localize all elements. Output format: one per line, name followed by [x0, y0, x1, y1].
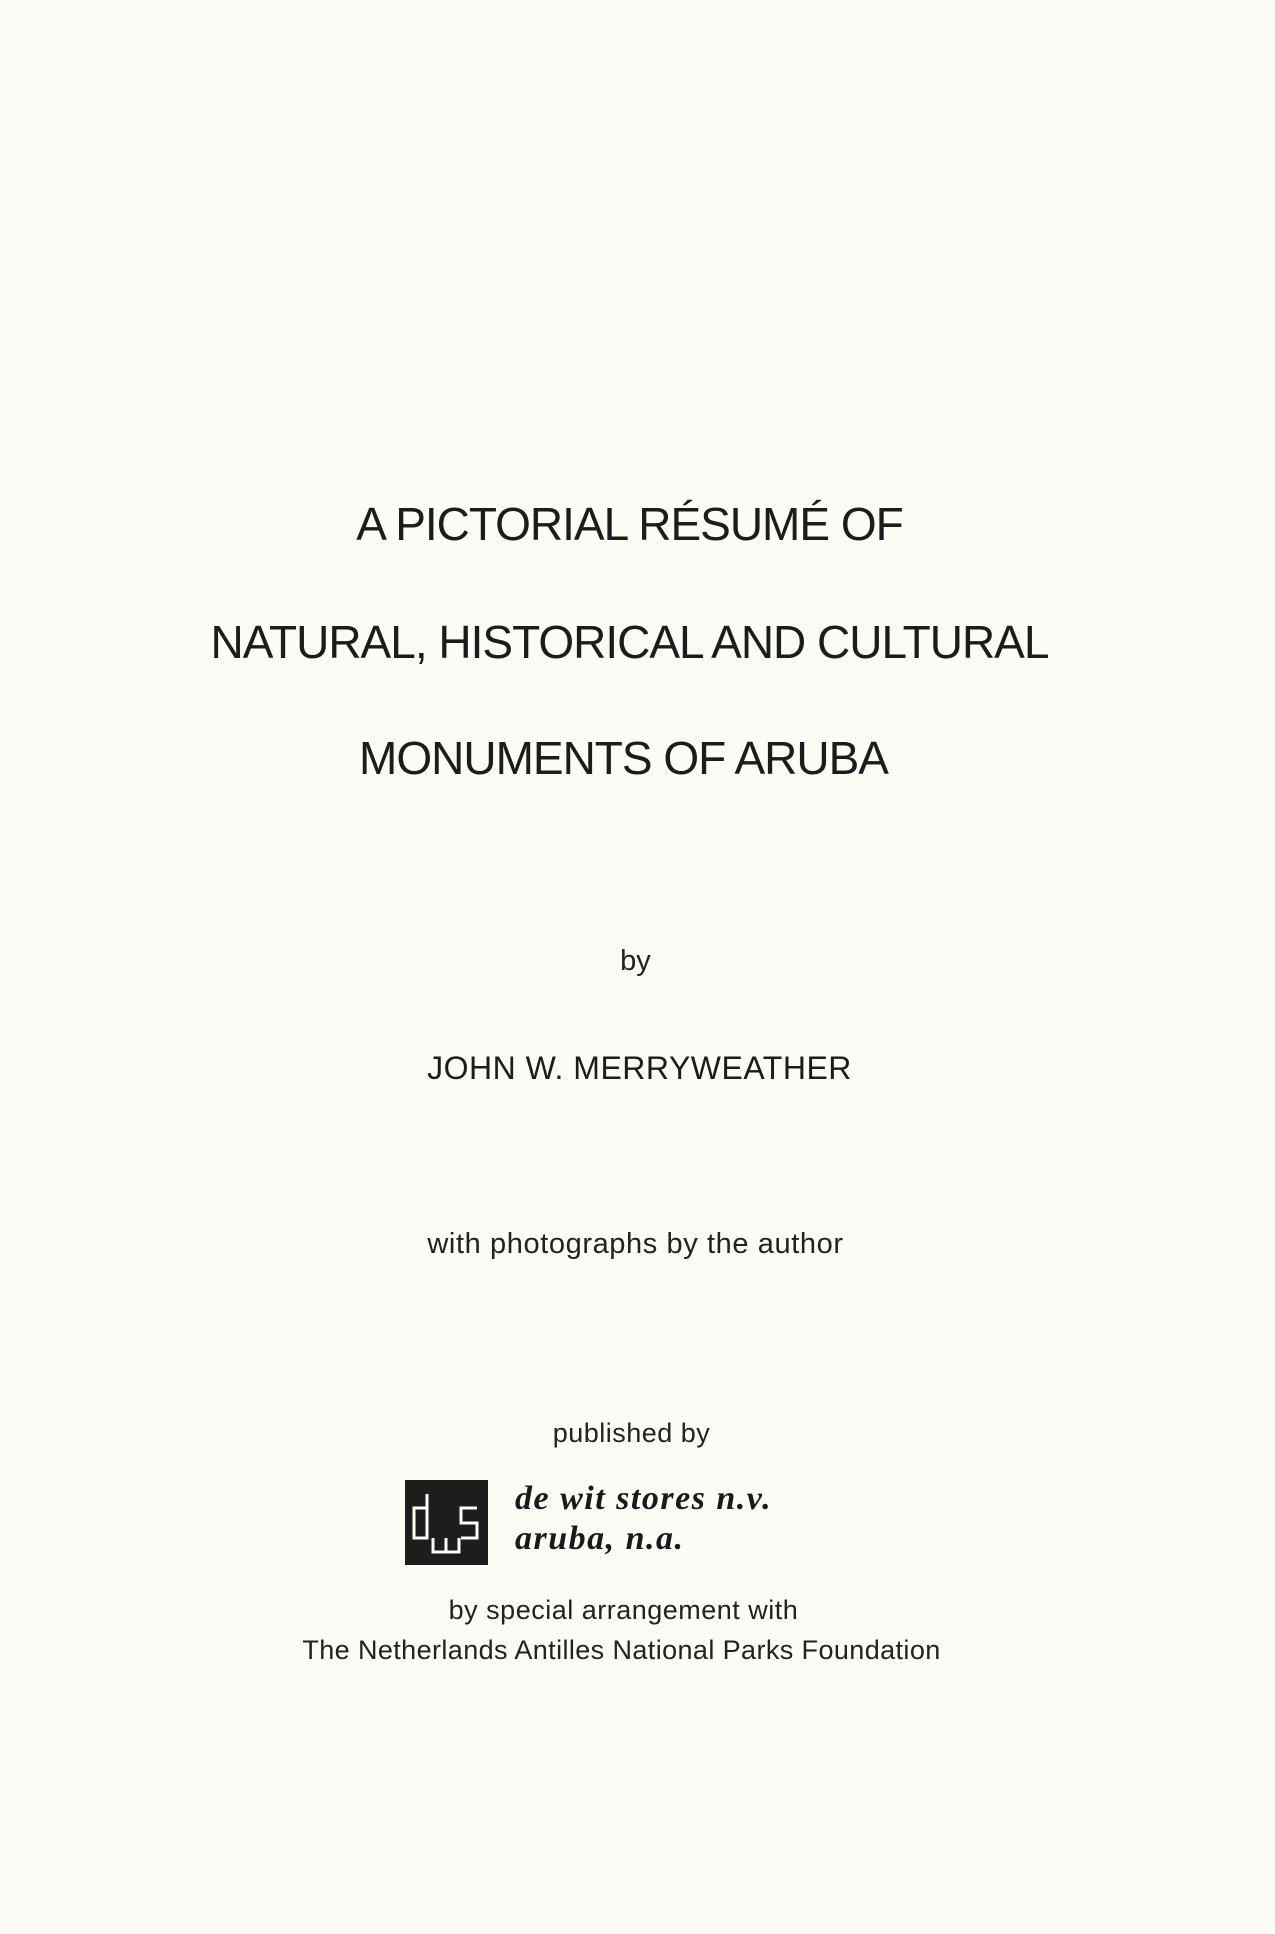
publisher-block — [405, 1478, 885, 1568]
photo-credit: with photographs by the author — [427, 1228, 844, 1260]
published-by-label: published by — [552, 1418, 711, 1448]
title-line-1: A PICTORIAL RÉSUMÉ OF — [356, 498, 903, 550]
title-line-3: MONUMENTS OF ARUBA — [359, 732, 888, 784]
by-label: by — [620, 945, 651, 977]
publisher-name-line-1: de wit stores n.v. — [515, 1480, 773, 1517]
publisher-logo — [405, 1480, 488, 1565]
dws-logo-icon — [405, 1480, 488, 1565]
title-line-2: NATURAL, HISTORICAL AND CULTURAL — [210, 616, 1049, 668]
arrangement-line-2: The Netherlands Antilles National Parks Foundation — [302, 1635, 941, 1665]
author-name: JOHN W. MERRYWEATHER — [427, 1050, 852, 1086]
arrangement-line-1: by special arrangement with — [448, 1595, 799, 1625]
publisher-name-line-2: aruba, n.a. — [515, 1520, 685, 1557]
